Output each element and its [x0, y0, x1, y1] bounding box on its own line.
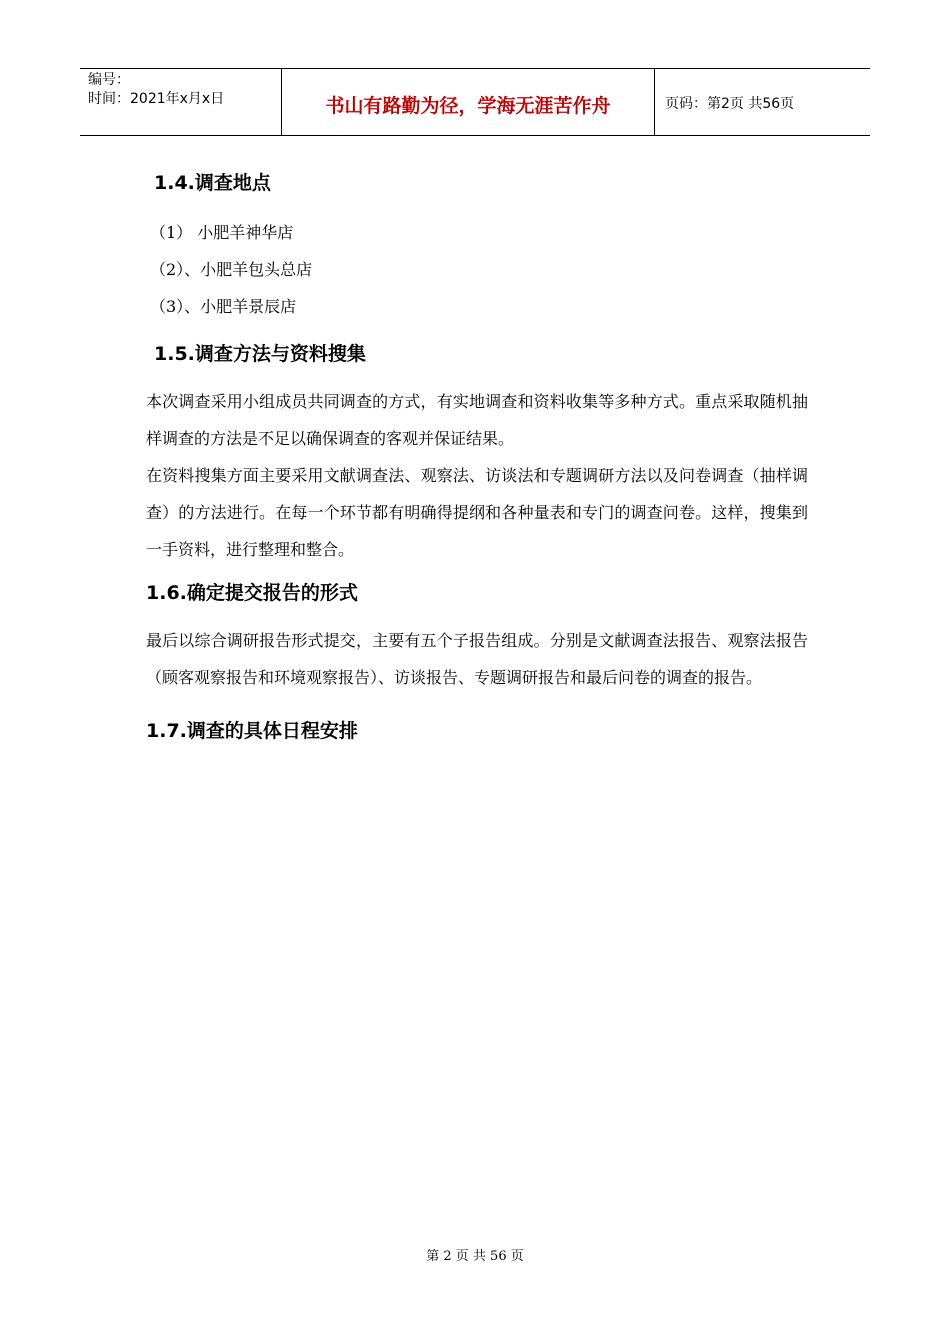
- list-item: （1） 小肥羊神华店: [150, 223, 294, 242]
- section-title-1-5: 1.5.调查方法与资料搜集: [154, 343, 366, 365]
- list-item: （3）、小肥羊景辰店: [150, 297, 297, 316]
- list-item: （2）、小肥羊包头总店: [150, 260, 313, 279]
- section-title-1-4: 1.4.调查地点: [154, 172, 271, 194]
- section-title-1-6: 1.6.确定提交报告的形式: [146, 582, 358, 604]
- paragraph: 最后以综合调研报告形式提交，主要有五个子报告组成。分别是文献调查法报告、观察法报告（顾客观察报告和环境观察报告）、访谈报告、专题调研报告和最后问卷的调查的报告。: [146, 631, 808, 687]
- page-footer: 第 2 页 共 56 页: [426, 1249, 524, 1264]
- paragraph: 在资料搜集方面主要采用文献调查法、观察法、访谈法和专题调研方法以及问卷调查（抽样调查）的方法进行。在每一个环节都有明确得提纲和各种量表和专门的调查问卷。这样，搜集到一手资料，进行整理和整合。: [146, 466, 808, 559]
- document-body: [146, 160, 808, 744]
- location-list: [150, 214, 808, 325]
- serial-label: 编号：: [88, 72, 130, 88]
- paragraph: 本次调查采用小组成员共同调查的方式，有实地调查和资料收集等多种方式。重点采取随机抽样调查的方法是不足以确保调查的客观并保证结果。: [146, 392, 808, 448]
- section-title-1-7: 1.7.调查的具体日程安排: [146, 720, 358, 742]
- page-header: [80, 68, 870, 136]
- header-meta-cell: [80, 69, 282, 135]
- time-label: 时间：2021年x月x日: [88, 91, 225, 107]
- header-motto: 书山有路勤为径，学海无涯苦作舟: [282, 69, 655, 135]
- header-page-info: 页码：第2页 共56页: [665, 96, 795, 112]
